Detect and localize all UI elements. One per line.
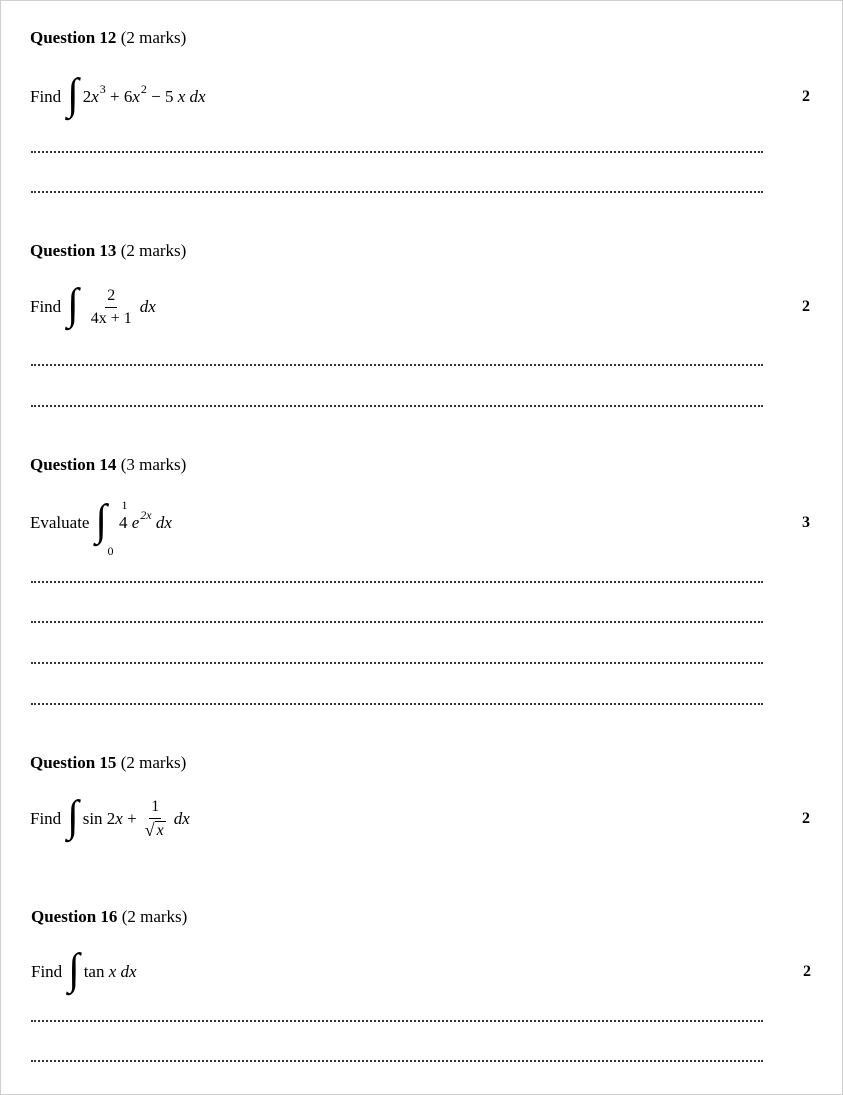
differential: dx: [189, 87, 206, 106]
answer-line[interactable]: [31, 191, 763, 193]
question-marks-label: (2 marks): [121, 907, 188, 926]
coefficient: 4: [118, 513, 128, 532]
radical-sign: √: [144, 819, 155, 840]
question-marks-label: (2 marks): [120, 28, 187, 47]
question-marks-label: (2 marks): [120, 241, 187, 260]
denominator: 4x + 1: [90, 309, 132, 327]
fraction: [143, 798, 168, 841]
exponent: 2x: [140, 507, 152, 522]
differential: dx: [173, 809, 190, 828]
answer-line[interactable]: [31, 364, 763, 366]
question-15-title: [30, 753, 820, 773]
instruction: Find: [30, 809, 62, 828]
base: e: [131, 513, 140, 532]
instruction: Find: [30, 87, 62, 106]
numerator: 2: [105, 287, 117, 308]
question-14-body: [30, 493, 820, 558]
question-12: [30, 28, 820, 127]
operator: +: [127, 809, 137, 828]
answer-line[interactable]: [31, 703, 763, 705]
differential: dx: [120, 962, 137, 981]
question-15-body: [30, 789, 820, 849]
exponent: 2: [140, 81, 147, 96]
instruction: Evaluate: [30, 513, 90, 532]
question-number: Question 12: [30, 28, 117, 47]
denominator: [143, 819, 168, 841]
question-16: [31, 907, 821, 1002]
differential: dx: [155, 513, 172, 532]
variable: x: [108, 962, 117, 981]
question-16-title: [31, 907, 821, 927]
answer-line[interactable]: [31, 151, 763, 153]
integral-sign: ∫: [67, 792, 79, 842]
lower-limit: 0: [107, 544, 114, 558]
integrand: [83, 798, 190, 841]
radicand: x: [156, 821, 164, 839]
question-13: [30, 241, 820, 337]
instruction: Find: [31, 962, 63, 981]
variable: x: [91, 87, 99, 106]
question-number: Question 15: [30, 753, 117, 772]
answer-line[interactable]: [31, 1020, 763, 1022]
definite-integral: [95, 496, 128, 558]
question-number: Question 14: [30, 455, 117, 474]
answer-line[interactable]: [31, 621, 763, 623]
answer-line[interactable]: [31, 581, 763, 583]
integral-sign: ∫: [68, 945, 80, 995]
integral-sign: ∫: [67, 70, 79, 120]
integrand: [83, 287, 156, 328]
marks-indicator: 2: [802, 810, 810, 827]
marks-indicator: 3: [802, 514, 810, 531]
numerator: 1: [149, 798, 161, 819]
upper-limit: 1: [121, 498, 128, 512]
term: − 5: [146, 87, 174, 106]
marks-indicator: 2: [802, 88, 810, 105]
answer-line[interactable]: [31, 405, 763, 407]
integrand: [84, 962, 137, 982]
question-number: Question 13: [30, 241, 117, 260]
question-15: [30, 753, 820, 849]
marks-indicator: 2: [803, 963, 811, 980]
instruction: Find: [30, 297, 62, 316]
variable: x: [115, 809, 123, 828]
question-12-title: [30, 28, 820, 48]
function: tan: [83, 962, 105, 981]
integrand: [82, 81, 206, 107]
square-root: [145, 821, 166, 839]
marks-indicator: 2: [802, 298, 810, 315]
coefficient: 2: [82, 87, 92, 106]
question-14-title: [30, 455, 820, 475]
differential: dx: [139, 297, 156, 316]
fraction: [89, 287, 134, 328]
question-14: [30, 455, 820, 558]
question-number: Question 16: [31, 907, 118, 926]
question-13-body: [30, 277, 820, 337]
integral-sign: ∫: [95, 496, 107, 546]
integrand: [118, 507, 172, 533]
question-16-body: [31, 942, 821, 1002]
question-13-title: [30, 241, 820, 261]
question-12-body: [30, 67, 820, 127]
variable: x: [177, 87, 186, 106]
exponent: 3: [99, 81, 106, 96]
question-marks-label: (2 marks): [120, 753, 187, 772]
term: + 6: [105, 87, 133, 106]
answer-line[interactable]: [31, 662, 763, 664]
function: sin 2: [82, 809, 116, 828]
variable: x: [132, 87, 140, 106]
question-marks-label: (3 marks): [120, 455, 187, 474]
answer-line[interactable]: [31, 1060, 763, 1062]
integral-sign: ∫: [67, 280, 79, 330]
